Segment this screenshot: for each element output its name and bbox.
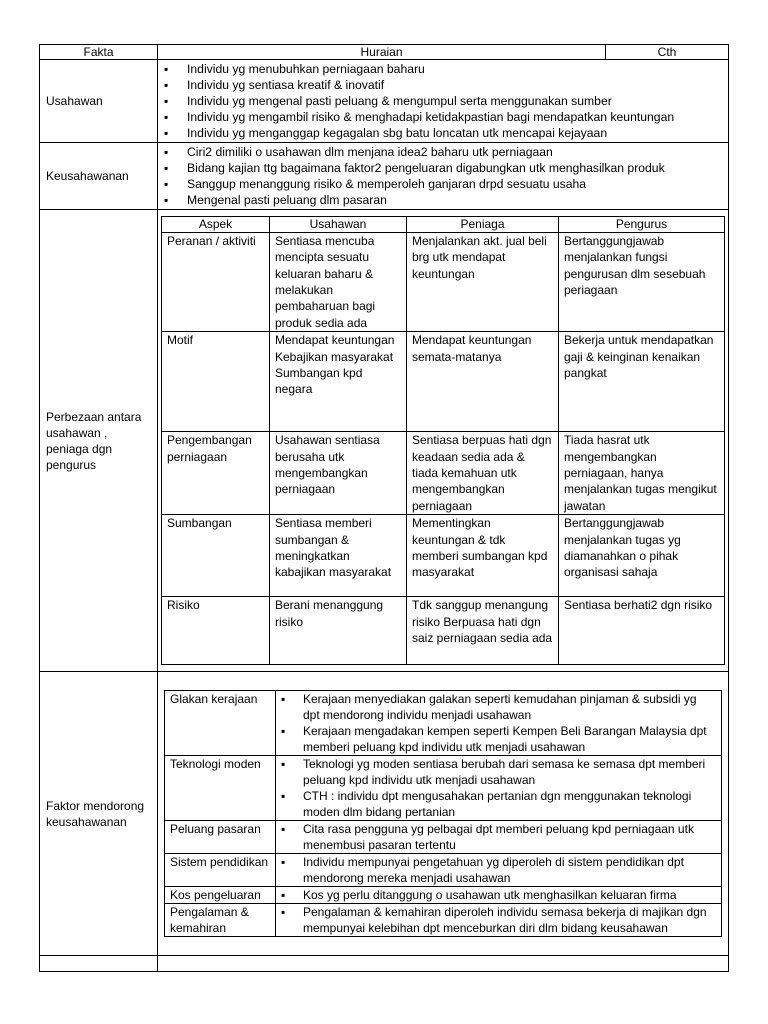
table-row <box>162 515 725 597</box>
fakta-faktor: Faktor mendorong keusahawanan <box>40 672 158 956</box>
factor-detail <box>276 691 722 756</box>
comparison-table <box>161 216 725 665</box>
list-item: ▪ Kerajaan mengadakan kempen seperti Kempen Beli Barangan Malaysia dpt memberi peluang kpd individu utk menjadi usahawan <box>281 723 716 755</box>
list-item: ▪ Kerajaan menyediakan galakan seperti kemudahan pinjaman & subsidi yg dpt mendorong individu menjadi usahawan <box>281 691 716 723</box>
peniaga-cell: Tdk sanggup menangung risiko Berpuasa hati dgn saiz perniagaan sedia ada <box>407 597 559 665</box>
notes-table <box>39 44 729 972</box>
list-item: ▪ Pengalaman & kemahiran diperoleh individu semasa bekerja di majikan dgn mempunyai kelebihan dpt menceburkan diri dlm bidang keusahawan <box>281 904 716 936</box>
factors-table <box>164 690 722 937</box>
header-fakta: Fakta <box>40 45 158 60</box>
peniaga-cell: Mendapat keuntungan semata-matanya <box>407 332 559 432</box>
row-keusahawanan <box>40 143 729 210</box>
table-row <box>162 597 725 665</box>
factor-label: Peluang pasaran <box>165 821 276 854</box>
list-item: ▪ Individu yg menganggap kegagalan sbg batu loncatan utk mencapai kejayaan <box>158 125 728 141</box>
header-huraian: Huraian <box>158 45 606 60</box>
list-item: ▪ CTH : individu dpt mengusahakan pertanian dgn menggunakan teknologi moden dlm bidang pertanian <box>281 788 716 820</box>
usahawan-cell: Sentiasa memberi sumbangan & meningkatkan kabajikan masyarakat <box>270 515 407 597</box>
empty-cell <box>40 956 158 972</box>
header-row <box>40 45 729 60</box>
row-faktor <box>40 672 729 956</box>
huraian-usahawan <box>158 60 729 143</box>
factor-label: Teknologi moden <box>165 756 276 821</box>
list-item: ▪ Individu yg mengambil risiko & menghadapi ketidakpastian bagi mendapatkan keuntungan <box>158 109 728 125</box>
table-row <box>162 432 725 515</box>
keusahawanan-list <box>158 143 728 209</box>
list-item: ▪ Individu yg mengenal pasti peluang & mengumpul serta menggunakan sumber <box>158 93 728 109</box>
list-item: ▪ Mengenal pasti peluang dlm pasaran <box>158 192 728 208</box>
fakta-keusahawanan: Keusahawanan <box>40 143 158 210</box>
comparison-header-row <box>162 216 725 232</box>
document-page <box>39 44 728 972</box>
fakta-perbezaan: Perbezaan antara usahawan , peniaga dgn pengurus <box>40 210 158 672</box>
peniaga-cell: Mementingkan keuntungan & tdk memberi sumbangan kpd masyarakat <box>407 515 559 597</box>
peniaga-cell: Menjalankan akt. jual beli brg utk mendapat keuntungan <box>407 232 559 331</box>
column-header-pengurus: Pengurus <box>559 216 725 232</box>
column-header-aspek: Aspek <box>162 216 270 232</box>
list-item: ▪ Kos yg perlu ditanggung o usahawan utk menghasilkan keluaran firma <box>281 887 716 903</box>
list-item: ▪ Teknologi yg moden sentiasa berubah dari semasa ke semasa dpt memberi peluang kpd individu utk menjadi usahawan <box>281 756 716 788</box>
pengurus-cell: Bertanggungjawab menjalankan tugas yg diamanahkan o pihak organisasi sahaja <box>559 515 725 597</box>
list-item: ▪ Individu yg menubuhkan perniagaan baharu <box>158 61 728 77</box>
usahawan-cell: Berani menanggung risiko <box>270 597 407 665</box>
usahawan-cell: Sentiasa mencuba mencipta sesuatu keluaran baharu & melakukan pembaharuan bagi produk sedia ada <box>270 232 407 331</box>
factor-label: Kos pengeluaran <box>165 887 276 904</box>
list-item: ▪ Bidang kajian ttg bagaimana faktor2 pengeluaran digabungkan utk menghasilkan produk <box>158 160 728 176</box>
table-row <box>165 821 722 854</box>
table-row <box>162 232 725 331</box>
table-row <box>165 691 722 756</box>
pengurus-cell: Tiada hasrat utk mengembangkan perniagaan, hanya menjalankan tugas mengikut jawatan <box>559 432 725 515</box>
usahawan-cell: Mendapat keuntungan Kebajikan masyarakat Sumbangan kpd negara <box>270 332 407 432</box>
empty-cell <box>158 956 729 972</box>
aspek-cell: Peranan / aktiviti <box>162 232 270 331</box>
factor-detail <box>276 904 722 937</box>
usahawan-list <box>158 60 728 142</box>
list-item: ▪ Individu yg sentiasa kreatif & inovatif <box>158 77 728 93</box>
huraian-keusahawanan <box>158 143 729 210</box>
list-item: ▪ Cita rasa pengguna yg pelbagai dpt memberi peluang kpd perniagaan utk menembusi pasaran tertentu <box>281 821 716 853</box>
usahawan-cell: Usahawan sentiasa berusaha utk mengembangkan perniagaan <box>270 432 407 515</box>
table-row <box>162 332 725 432</box>
factor-label: Sistem pendidikan <box>165 854 276 887</box>
aspek-cell: Pengembangan perniagaan <box>162 432 270 515</box>
list-item: ▪ Sanggup menanggung risiko & memperoleh ganjaran drpd sesuatu usaha <box>158 176 728 192</box>
header-cth: Cth <box>606 45 729 60</box>
list-item: ▪ Individu mempunyai pengetahuan yg diperoleh di sistem pendidikan dpt mendorong mereka menjadi usahawan <box>281 854 716 886</box>
row-empty <box>40 956 729 972</box>
table-row <box>165 904 722 937</box>
factor-label: Glakan kerajaan <box>165 691 276 756</box>
aspek-cell: Motif <box>162 332 270 432</box>
factor-detail <box>276 887 722 904</box>
factor-detail <box>276 756 722 821</box>
peniaga-cell: Sentiasa berpuas hati dgn keadaan sedia ada & tiada kemahuan utk mengembangkan perniagaan <box>407 432 559 515</box>
factor-detail <box>276 821 722 854</box>
factor-label: Pengalaman & kemahiran <box>165 904 276 937</box>
pengurus-cell: Sentiasa berhati2 dgn risiko <box>559 597 725 665</box>
huraian-perbezaan <box>158 210 729 672</box>
table-row <box>165 756 722 821</box>
list-item: ▪ Ciri2 dimiliki o usahawan dlm menjana idea2 baharu utk perniagaan <box>158 144 728 160</box>
factor-detail <box>276 854 722 887</box>
row-usahawan <box>40 60 729 143</box>
column-header-usahawan: Usahawan <box>270 216 407 232</box>
column-header-peniaga: Peniaga <box>407 216 559 232</box>
table-row <box>165 887 722 904</box>
row-perbezaan <box>40 210 729 672</box>
pengurus-cell: Bekerja untuk mendapatkan gaji & keinginan kenaikan pangkat <box>559 332 725 432</box>
pengurus-cell: Bertanggungjawab menjalankan fungsi pengurusan dlm sesebuah periagaan <box>559 232 725 331</box>
fakta-usahawan: Usahawan <box>40 60 158 143</box>
aspek-cell: Sumbangan <box>162 515 270 597</box>
huraian-faktor <box>158 672 729 956</box>
table-row <box>165 854 722 887</box>
aspek-cell: Risiko <box>162 597 270 665</box>
